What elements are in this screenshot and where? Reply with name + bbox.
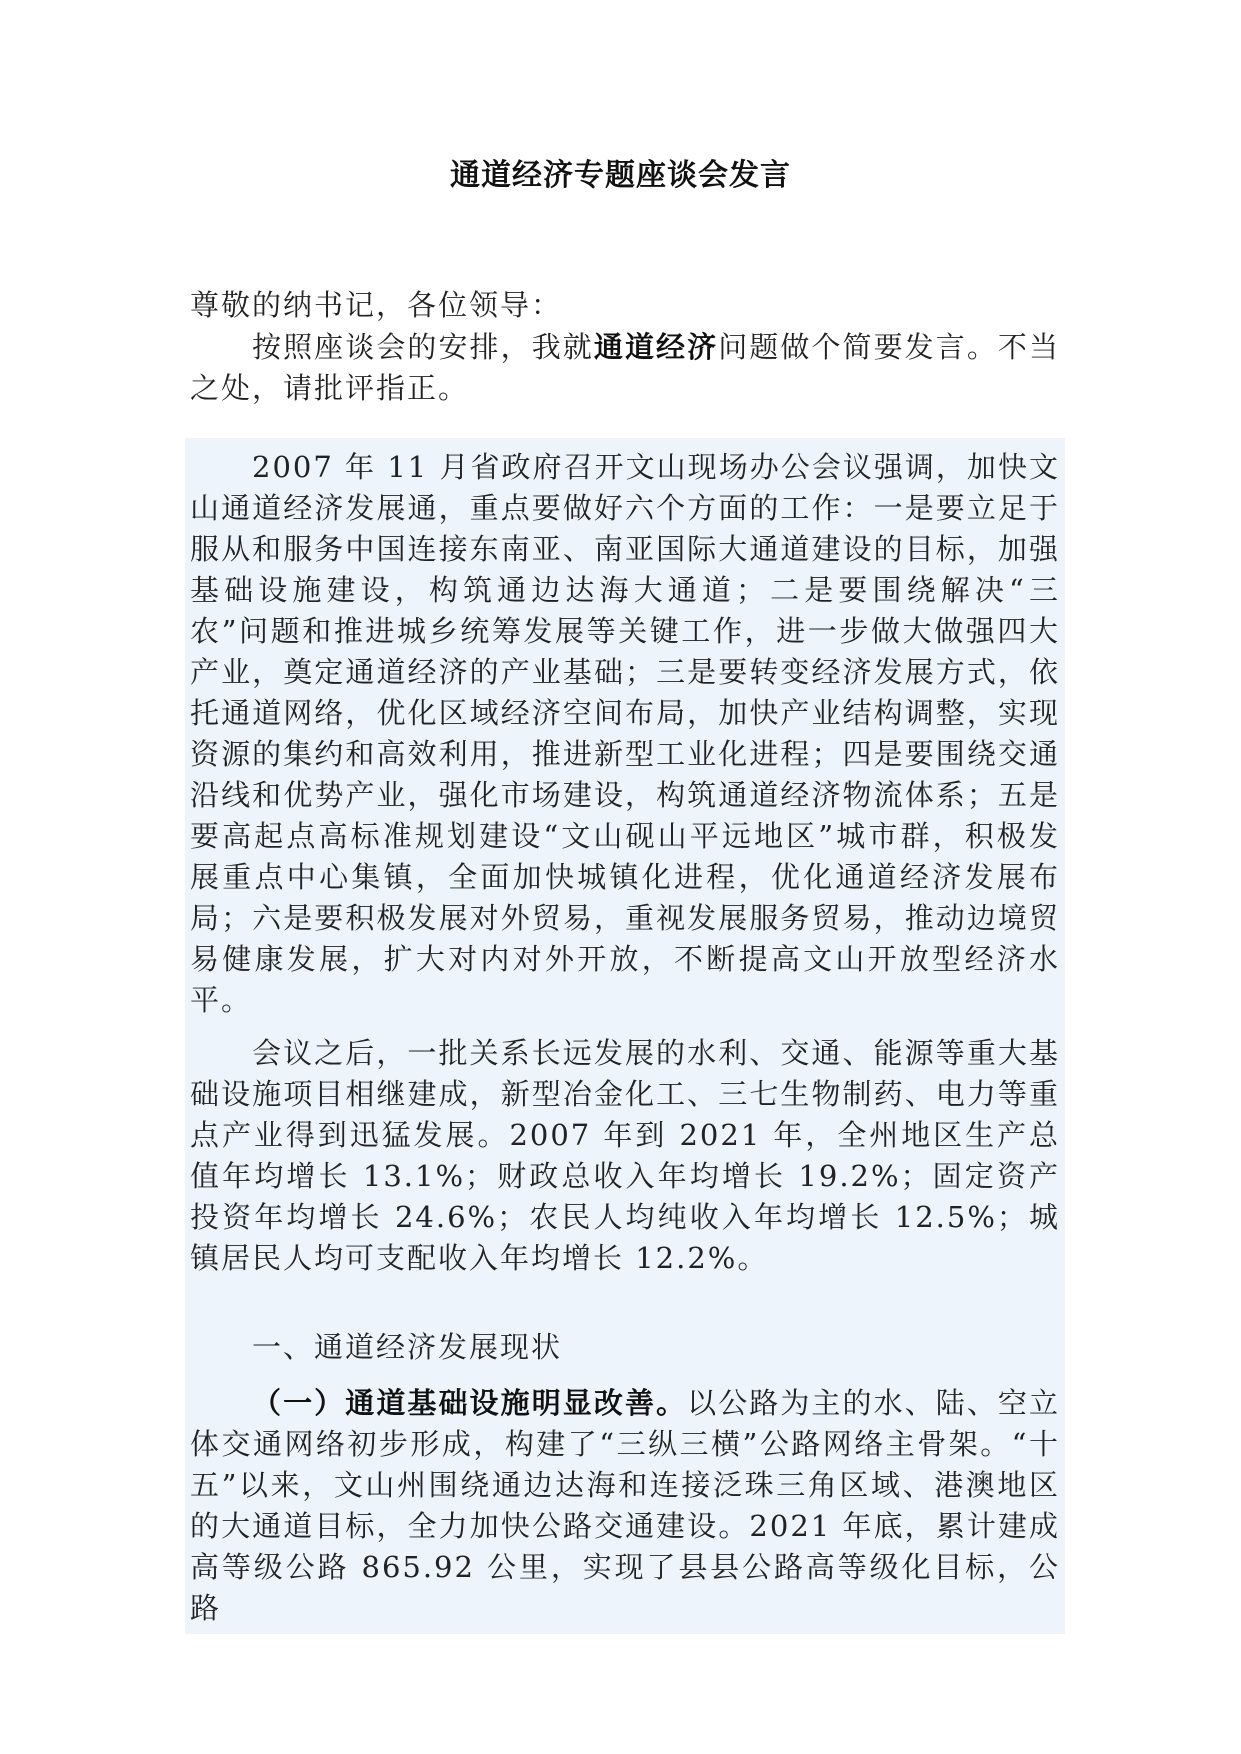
paragraph-infrastructure <box>190 1383 1060 1629</box>
intro-text-before: 按照座谈会的安排，我就 <box>252 330 594 364</box>
intro-bold-keyword: 通道经济 <box>593 330 719 364</box>
section-heading-status: 一、通道经济发展现状 <box>252 1330 563 1364</box>
paragraph-infrastructure-text: 以公路为主的水、陆、空立体交通网络初步形成，构建了“三纵三横”公路网络主骨架。“十五”以来，文山州围绕通边达海和连接泛珠三角区域、港澳地区的大通道目标，全力加快公路交通建设。2021 年底，累计建成高等级公路 865.92 公里，实现了县县公路高等级化目标，公路 <box>190 1386 1060 1625</box>
paragraph-meeting-summary: 2007 年 11 月省政府召开文山现场办公会议强调，加快文山通道经济发展通，重点要做好六个方面的工作：一是要立足于服从和服务中国连接东南亚、南亚国际大通道建设的目标，加强基础设施建设，构筑通边达海大通道；二是要围绕解决“三农”问题和推进城乡统筹发展等关键工作，进一步做大做强四大产业，奠定通道经济的产业基础；三是要转变经济发展方式，依托通道网络，优化区域经济空间布局，加快产业结构调整，实现资源的集约和高效利用，推进新型工业化进程；四是要围绕交通沿线和优势产业，强化市场建设，构筑通道经济物流体系；五是要高起点高标准规划建设“文山砚山平远地区”城市群，积极发展重点中心集镇，全面加快城镇化进程，优化通道经济发展布局；六是要积极发展对外贸易，重视发展服务贸易，推动边境贸易健康发展，扩大对内对外开放，不断提高文山开放型经济水平。 <box>190 450 1060 1017</box>
paragraph-development-results: 会议之后，一批关系长远发展的水利、交通、能源等重大基础设施项目相继建成，新型冶金化工、三七生物制药、电力等重点产业得到迅猛发展。2007 年到 2021 年，全州地区生产总值年均增长 13.1%；财政总收入年均增长 19.2%；固定资产投资年均增长 24.6%；农民人均纯收入年均增长 12.5%；城镇居民人均可支配收入年均增长 12.2%。 <box>190 1036 1060 1275</box>
intro-paragraph <box>190 327 1060 409</box>
salutation: 尊敬的纳书记，各位领导： <box>190 288 563 322</box>
intro-text-after: 问题做个简要发言。不当之处，请批评指正。 <box>190 330 1060 405</box>
subsection-heading-infrastructure: （一）通道基础设施明显改善。 <box>252 1386 688 1420</box>
document-title: 通道经济专题座谈会发言 <box>450 158 791 193</box>
